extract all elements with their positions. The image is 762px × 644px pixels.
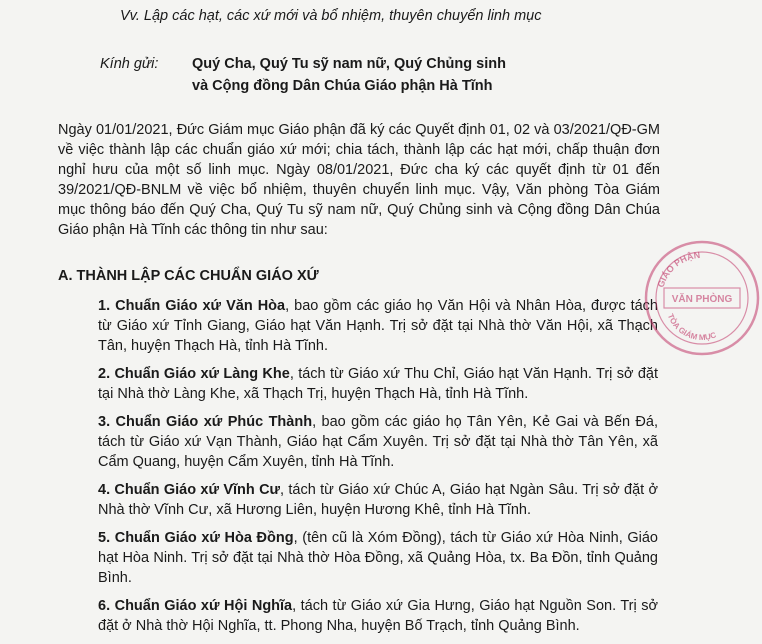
intro-paragraph: Ngày 01/01/2021, Đức Giám mục Giáo phận đã ký các Quyết định 01, 02 và 03/2021/QĐ-GM về việc thành lập các chuẩn giáo xứ mới; chia tách, thành lập các hạt mới, chấp thuận đơn nghỉ hưu của một số linh mục. Ngày 08/01/2021, Đức cha ký các quyết định từ 01 đến 39/2021/QĐ-BNLM về việc bổ nhiệm, thuyên chuyển linh mục. Vậy, Văn phòng Tòa Giám mục thông báo đến Quý Cha, Quý Tu sỹ nam nữ, Quý Chủng sinh và Cộng đồng Dân Chúa Giáo phận Hà Tĩnh các thông tin như sau: xyxy=(58,122,660,238)
seal-text-bottom: TÒA GIÁM MỤC xyxy=(665,312,718,343)
address-label: Kính gửi: xyxy=(100,56,159,72)
section-a-heading: A. THÀNH LẬP CÁC CHUẨN GIÁO XỨ xyxy=(58,268,319,284)
seal-text-mid: VĂN PHÒNG xyxy=(671,294,733,305)
list-item xyxy=(98,596,658,636)
document-subject: Vv. Lập các hạt, các xứ mới và bổ nhiệm, thuyên chuyển linh mục xyxy=(120,8,542,24)
parish-name: 3. Chuẩn Giáo xứ Phúc Thành xyxy=(98,414,313,430)
list-item xyxy=(98,528,658,588)
seal-text-top: GIÁO PHẬN xyxy=(655,249,701,289)
parish-name: 6. Chuẩn Giáo xứ Hội Nghĩa xyxy=(98,598,293,614)
recipient-line-2: và Cộng đồng Dân Chúa Giáo phận Hà Tĩnh xyxy=(192,78,493,94)
parish-name: 2. Chuẩn Giáo xứ Làng Khe xyxy=(98,366,290,382)
list-item xyxy=(98,480,658,520)
parish-name: 4. Chuẩn Giáo xứ Vĩnh Cư xyxy=(98,482,281,498)
parish-details: , tách từ Giáo xứ Gia Hưng, Giáo hạt Nguồn Son. Trị sở đặt ở Nhà thờ Hội Nghĩa, tt. Phong Nha, huyện Bố Trạch, tỉnh Quảng Bình. xyxy=(98,598,658,634)
parish-details: , (tên cũ là Xóm Đồng), tách từ Giáo xứ Hòa Ninh, Giáo hạt Hòa Ninh. Trị sở đặt tại Nhà thờ Hòa Đồng, xã Quảng Hòa, tx. Ba Đồn, tỉnh Quảng Bình. xyxy=(98,530,658,586)
official-seal-stamp xyxy=(642,238,762,358)
parish-details: , tách từ Giáo xứ Chúc A, Giáo hạt Ngàn Sâu. Trị sở đặt ở Nhà thờ Vĩnh Cư, xã Hương Liên, huyện Hương Khê, tỉnh Hà Tĩnh. xyxy=(98,482,658,518)
recipient-line-1: Quý Cha, Quý Tu sỹ nam nữ, Quý Chủng sinh xyxy=(192,56,506,72)
list-item xyxy=(98,412,658,472)
parish-details: , bao gồm các giáo họ Văn Hội và Nhân Hòa, được tách từ Giáo xứ Tỉnh Giang, Giáo hạt Văn Hạnh. Trị sở đặt tại Nhà thờ Văn Hội, xã Thạch Tân, huyện Thạch Hà, tỉnh Hà Tĩnh. xyxy=(98,298,658,354)
parish-name: 1. Chuẩn Giáo xứ Văn Hòa xyxy=(98,298,286,314)
parish-details: , bao gồm các giáo họ Tân Yên, Kẻ Gai và Bến Đá, tách từ Giáo xứ Vạn Thành, Giáo hạt Cẩm Xuyên. Trị sở đặt tại Nhà thờ Tân Yên, xã Cẩm Quang, huyện Cẩm Xuyên, tỉnh Hà Tĩnh. xyxy=(98,414,658,470)
list-item xyxy=(98,364,658,404)
parish-name: 5. Chuẩn Giáo xứ Hòa Đồng xyxy=(98,530,294,546)
parish-details: , tách từ Giáo xứ Thu Chỉ, Giáo hạt Văn Hạnh. Trị sở đặt tại Nhà thờ Làng Khe, xã Thạch Trị, huyện Thạch Hà, tỉnh Hà Tĩnh. xyxy=(98,366,659,402)
list-item xyxy=(98,296,658,356)
parish-list xyxy=(98,296,658,644)
